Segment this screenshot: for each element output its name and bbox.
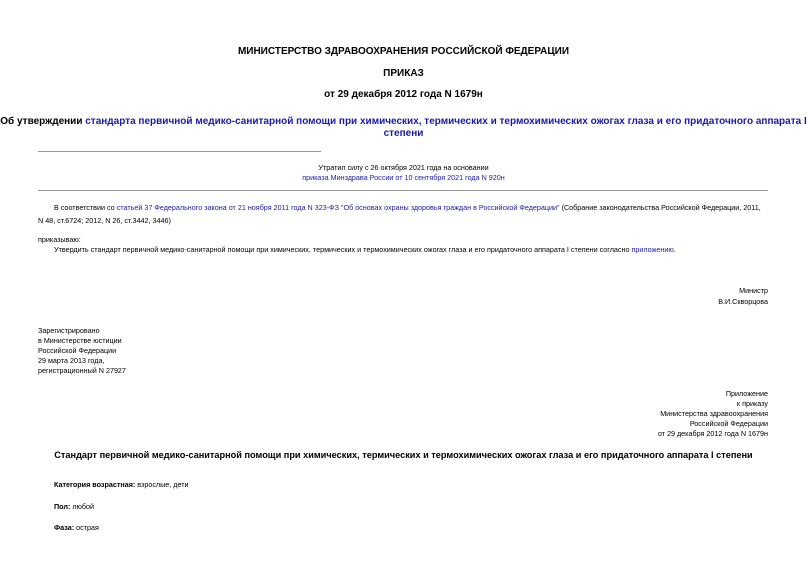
appendix-line: Российской Федерации: [689, 419, 768, 428]
registration-line: в Министерстве юстиции: [38, 336, 122, 345]
field-phase: [54, 523, 99, 533]
standard-link[interactable]: стандарта первичной медико-санитарной помощи при химических, термических и термохимических ожогах глаза и его придаточного аппарата I: [85, 116, 807, 127]
registration-line: регистрационный N 27927: [38, 366, 126, 375]
signature-name: В.И.Скворцова: [718, 297, 768, 306]
signature-block: [718, 286, 768, 307]
prikazyvayu: приказываю:: [38, 235, 81, 244]
appendix-line: Министерства здравоохранения: [660, 409, 768, 418]
order-body: Утвердить стандарт первичной медико-санитарной помощи при химических, термических и термохимических ожогах глаза и его придаточного аппарата I степени согласно: [54, 245, 632, 254]
status-link[interactable]: приказа Минздрава России от 10 сентября 2021 года N 920н: [302, 173, 505, 182]
appendix-line: к приказу: [736, 399, 768, 408]
status-text: Утратил силу с 26 октября 2021 года на основании: [318, 163, 489, 172]
field-label: Пол:: [54, 502, 71, 511]
preamble-line2: N 48, ст.6724; 2012, N 26, ст.3442, 3446): [38, 216, 171, 225]
appendix-line: Приложение: [725, 389, 768, 398]
field-value: острая: [74, 523, 99, 532]
field-label: Категория возрастная:: [54, 480, 136, 489]
preamble-mid: (Собрание законодательства Российской Федерации, 2011,: [559, 203, 761, 212]
appendix-line: от 29 декабря 2012 года N 1679н: [657, 429, 768, 438]
order-end: .: [673, 245, 676, 254]
title-divider: [38, 151, 321, 152]
preamble: [38, 203, 773, 226]
field-value: взрослые, дети: [135, 480, 189, 489]
registration-line: Российской Федерации: [38, 346, 117, 355]
document-title: [0, 116, 807, 140]
standard-title: Стандарт первичной медико-санитарной помощи при химических, термических и термохимических ожогах глаза и его придаточного аппарата I степени: [54, 450, 753, 460]
field-sex: [54, 502, 94, 512]
title-prefix: Об утверждении: [0, 116, 86, 127]
order-text: [54, 245, 676, 255]
appendix-block: [658, 389, 768, 439]
registration-line: Зарегистрировано: [38, 326, 100, 335]
signature-role: Министр: [739, 286, 768, 295]
registration-line: 29 марта 2013 года,: [38, 356, 105, 365]
field-value: любой: [70, 502, 95, 511]
registration-block: [38, 326, 126, 376]
field-age: [54, 480, 189, 490]
preamble-start: В соответствии со: [54, 203, 117, 212]
standard-link-cont[interactable]: степени: [383, 128, 424, 139]
order-heading: ПРИКАЗ: [383, 68, 424, 79]
order-date: от 29 декабря 2012 года N 1679н: [324, 89, 483, 100]
appendix-link[interactable]: приложению: [631, 245, 674, 254]
status-note: [0, 163, 807, 183]
federal-law-link[interactable]: статьей 37 Федерального закона от 21 ноября 2011 года N 323-ФЗ "Об основах охраны здоровья граждан в Российской Федерации": [116, 203, 560, 212]
status-divider: [38, 190, 768, 191]
ministry-heading: МИНИСТЕРСТВО ЗДРАВООХРАНЕНИЯ РОССИЙСКОЙ ФЕДЕРАЦИИ: [237, 46, 570, 57]
field-label: Фаза:: [54, 523, 75, 532]
